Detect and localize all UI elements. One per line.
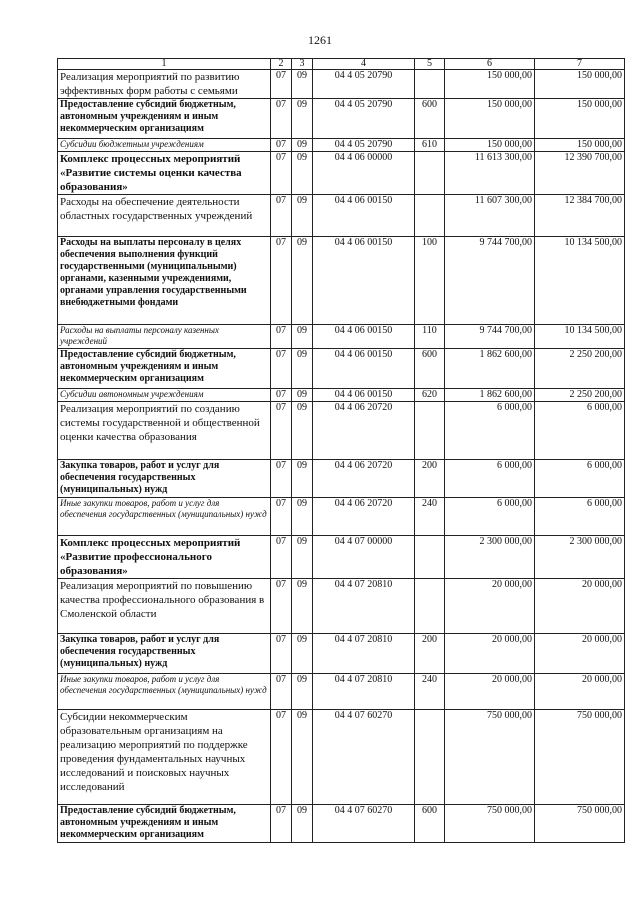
table-row [58,498,625,536]
expense-type-cell [415,195,445,237]
amount-year2-cell: 2 250 200,00 [535,349,625,389]
expense-type-cell [415,536,445,579]
target-article-cell: 04 4 06 00000 [313,152,415,195]
section-code-cell: 07 [271,579,292,634]
row-name-cell: Предоставление субсидий бюджетным, автономным учреждениям и иным некоммерческим организациям [58,805,271,843]
target-article-cell: 04 4 06 00150 [313,237,415,325]
section-code-cell: 07 [271,70,292,99]
amount-year1-cell: 750 000,00 [445,805,535,843]
amount-year2-cell: 6 000,00 [535,460,625,498]
target-article-cell: 04 4 07 20810 [313,634,415,674]
section-code-cell: 07 [271,99,292,139]
expense-type-cell: 240 [415,498,445,536]
target-article-cell: 04 4 06 00150 [313,349,415,389]
subsection-code-cell: 09 [292,70,313,99]
table-row [58,710,625,805]
target-article-cell: 04 4 07 20810 [313,579,415,634]
section-code-cell: 07 [271,805,292,843]
amount-year2-cell: 2 300 000,00 [535,536,625,579]
target-article-cell: 04 4 06 00150 [313,325,415,349]
table-row [58,634,625,674]
row-name-cell: Комплекс процессных мероприятий «Развитие профессионального образования» [58,536,271,579]
amount-year1-cell: 20 000,00 [445,579,535,634]
subsection-code-cell: 09 [292,152,313,195]
amount-year2-cell: 6 000,00 [535,498,625,536]
amount-year1-cell: 9 744 700,00 [445,325,535,349]
expense-type-cell [415,710,445,805]
amount-year1-cell: 6 000,00 [445,460,535,498]
expense-type-cell: 240 [415,674,445,710]
amount-year1-cell: 2 300 000,00 [445,536,535,579]
amount-year2-cell: 12 390 700,00 [535,152,625,195]
subsection-code-cell: 09 [292,389,313,402]
expense-type-cell [415,152,445,195]
row-name-cell: Закупка товаров, работ и услуг для обеспечения государственных (муниципальных) нужд [58,460,271,498]
table-row [58,152,625,195]
table-row [58,579,625,634]
amount-year2-cell: 20 000,00 [535,634,625,674]
amount-year1-cell: 6 000,00 [445,402,535,460]
table-row [58,99,625,139]
subsection-code-cell: 09 [292,237,313,325]
section-code-cell: 07 [271,634,292,674]
target-article-cell: 04 4 06 20720 [313,402,415,460]
expense-type-cell: 600 [415,99,445,139]
section-code-cell: 07 [271,195,292,237]
amount-year1-cell: 150 000,00 [445,70,535,99]
subsection-code-cell: 09 [292,710,313,805]
section-code-cell: 07 [271,139,292,152]
header-cell-5: 5 [415,59,445,70]
subsection-code-cell: 09 [292,139,313,152]
page-number: 1261 [308,33,332,47]
expense-type-cell: 610 [415,139,445,152]
row-name-cell: Реализация мероприятий по созданию системы государственной и общественной оценки качества образования [58,402,271,460]
expense-type-cell: 600 [415,805,445,843]
amount-year2-cell: 10 134 500,00 [535,325,625,349]
header-cell-3: 3 [292,59,313,70]
expense-type-cell: 200 [415,634,445,674]
expense-type-cell: 110 [415,325,445,349]
amount-year2-cell: 750 000,00 [535,710,625,805]
row-name-cell: Предоставление субсидий бюджетным, автономным учреждениям и иным некоммерческим организациям [58,349,271,389]
amount-year1-cell: 11 607 300,00 [445,195,535,237]
table-row [58,195,625,237]
expense-type-cell: 200 [415,460,445,498]
table-row [58,70,625,99]
subsection-code-cell: 09 [292,674,313,710]
header-cell-7: 7 [535,59,625,70]
amount-year2-cell: 10 134 500,00 [535,237,625,325]
target-article-cell: 04 4 06 20720 [313,498,415,536]
expense-type-cell [415,70,445,99]
section-code-cell: 07 [271,402,292,460]
row-name-cell: Комплекс процессных мероприятий «Развитие системы оценки качества образования» [58,152,271,195]
row-name-cell: Реализация мероприятий по развитию эффективных форм работы с семьями [58,70,271,99]
target-article-cell: 04 4 05 20790 [313,70,415,99]
section-code-cell: 07 [271,325,292,349]
expense-type-cell: 620 [415,389,445,402]
amount-year2-cell: 2 250 200,00 [535,389,625,402]
table-row [58,674,625,710]
subsection-code-cell: 09 [292,402,313,460]
target-article-cell: 04 4 07 20810 [313,674,415,710]
amount-year1-cell: 150 000,00 [445,139,535,152]
expense-type-cell: 600 [415,349,445,389]
subsection-code-cell: 09 [292,99,313,139]
target-article-cell: 04 4 06 00150 [313,195,415,237]
subsection-code-cell: 09 [292,805,313,843]
subsection-code-cell: 09 [292,498,313,536]
amount-year2-cell: 6 000,00 [535,402,625,460]
amount-year2-cell: 12 384 700,00 [535,195,625,237]
amount-year2-cell: 750 000,00 [535,805,625,843]
amount-year1-cell: 1 862 600,00 [445,389,535,402]
subsection-code-cell: 09 [292,195,313,237]
subsection-code-cell: 09 [292,634,313,674]
amount-year1-cell: 150 000,00 [445,99,535,139]
header-cell-4: 4 [313,59,415,70]
amount-year2-cell: 150 000,00 [535,99,625,139]
subsection-code-cell: 09 [292,579,313,634]
budget-table [57,58,625,843]
target-article-cell: 04 4 07 00000 [313,536,415,579]
header-cell-1: 1 [58,59,271,70]
table-row [58,460,625,498]
row-name-cell: Иные закупки товаров, работ и услуг для обеспечения государственных (муниципальных) нужд [58,674,271,710]
section-code-cell: 07 [271,498,292,536]
amount-year2-cell: 20 000,00 [535,579,625,634]
section-code-cell: 07 [271,536,292,579]
target-article-cell: 04 4 05 20790 [313,139,415,152]
subsection-code-cell: 09 [292,325,313,349]
subsection-code-cell: 09 [292,349,313,389]
header-cell-2: 2 [271,59,292,70]
table-row [58,536,625,579]
target-article-cell: 04 4 06 20720 [313,460,415,498]
row-name-cell: Субсидии автономным учреждениям [58,389,271,402]
header-cell-6: 6 [445,59,535,70]
amount-year1-cell: 20 000,00 [445,634,535,674]
target-article-cell: 04 4 07 60270 [313,710,415,805]
expense-type-cell [415,402,445,460]
row-name-cell: Расходы на обеспечение деятельности областных государственных учреждений [58,195,271,237]
amount-year2-cell: 20 000,00 [535,674,625,710]
subsection-code-cell: 09 [292,536,313,579]
section-code-cell: 07 [271,237,292,325]
table-row [58,805,625,843]
table-row [58,389,625,402]
row-name-cell: Расходы на выплаты персоналу казенных учреждений [58,325,271,349]
amount-year1-cell: 11 613 300,00 [445,152,535,195]
amount-year2-cell: 150 000,00 [535,139,625,152]
table-row [58,237,625,325]
expense-type-cell [415,579,445,634]
row-name-cell: Субсидии некоммерческим образовательным организациям на реализацию мероприятий по поддержке проведения фундаментальных научных исследований и поисковых научных исследований [58,710,271,805]
amount-year1-cell: 9 744 700,00 [445,237,535,325]
row-name-cell: Иные закупки товаров, работ и услуг для обеспечения государственных (муниципальных) нужд [58,498,271,536]
section-code-cell: 07 [271,349,292,389]
row-name-cell: Расходы на выплаты персоналу в целях обеспечения выполнения функций государственными (муниципальными) органами, казенными учреждениями, органами управления государственными внебюджетными фондами [58,237,271,325]
section-code-cell: 07 [271,152,292,195]
amount-year1-cell: 20 000,00 [445,674,535,710]
row-name-cell: Предоставление субсидий бюджетным, автономным учреждениям и иным некоммерческим организациям [58,99,271,139]
row-name-cell: Субсидии бюджетным учреждениям [58,139,271,152]
section-code-cell: 07 [271,389,292,402]
expense-type-cell: 100 [415,237,445,325]
section-code-cell: 07 [271,674,292,710]
table-row [58,402,625,460]
amount-year1-cell: 750 000,00 [445,710,535,805]
target-article-cell: 04 4 07 60270 [313,805,415,843]
target-article-cell: 04 4 05 20790 [313,99,415,139]
table-row [58,139,625,152]
section-code-cell: 07 [271,710,292,805]
row-name-cell: Закупка товаров, работ и услуг для обеспечения государственных (муниципальных) нужд [58,634,271,674]
target-article-cell: 04 4 06 00150 [313,389,415,402]
header-row [58,59,625,70]
table-row [58,325,625,349]
amount-year2-cell: 150 000,00 [535,70,625,99]
amount-year1-cell: 1 862 600,00 [445,349,535,389]
section-code-cell: 07 [271,460,292,498]
row-name-cell: Реализация мероприятий по повышению качества профессионального образования в Смоленской области [58,579,271,634]
subsection-code-cell: 09 [292,460,313,498]
table-row [58,349,625,389]
amount-year1-cell: 6 000,00 [445,498,535,536]
